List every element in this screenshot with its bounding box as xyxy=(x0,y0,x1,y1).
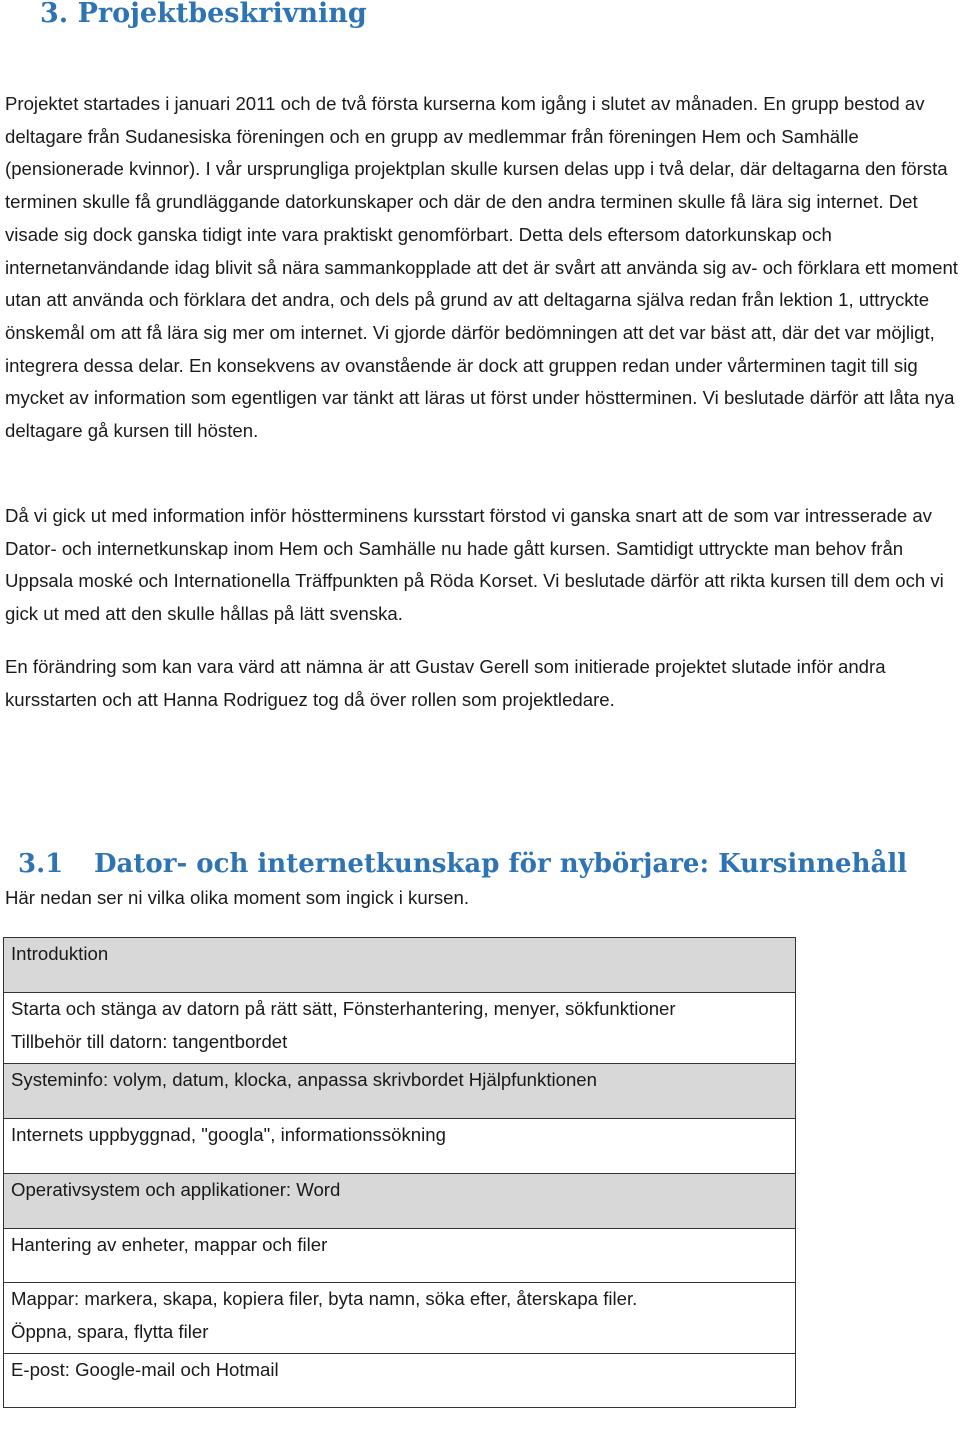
course-cell xyxy=(4,1229,796,1283)
course-cell xyxy=(4,1283,796,1354)
course-row xyxy=(4,938,796,993)
course-cell-line: Starta och stänga av datorn på rätt sätt, Fönsterhantering, menyer, sökfunktioner xyxy=(11,998,676,1019)
course-cell xyxy=(4,1174,796,1229)
course-cell-line: Introduktion xyxy=(11,943,109,964)
course-cell xyxy=(4,1354,796,1408)
course-cell xyxy=(4,993,796,1064)
course-cell-line: Tillbehör till datorn: tangentbordet xyxy=(11,1030,288,1052)
subsection-title: Dator- och internetkunskap för nybörjare: Kursinnehåll xyxy=(94,849,908,879)
course-row xyxy=(4,1119,796,1174)
course-cell-line: Internets uppbyggnad, "googla", informationssökning xyxy=(11,1124,446,1145)
paragraph-project-lead-change: En förändring som kan vara värd att nämna är att Gustav Gerell som initierade projektet slutade inför andra kursstarten och att Hanna Rodriguez tog då över rollen som projektledare. xyxy=(5,656,886,710)
course-cell-line: E-post: Google-mail och Hotmail xyxy=(11,1359,279,1380)
course-cell xyxy=(4,1119,796,1174)
course-cell-line: Mappar: markera, skapa, kopiera filer, byta namn, söka efter, återskapa filer. xyxy=(11,1288,638,1309)
course-cell xyxy=(4,938,796,993)
course-row xyxy=(4,993,796,1064)
course-cell-line: Hantering av enheter, mappar och filer xyxy=(11,1234,328,1255)
subsection-intro: Här nedan ser ni vilka olika moment som ingick i kursen. xyxy=(5,887,469,908)
course-row xyxy=(4,1174,796,1229)
course-cell-line: Öppna, spara, flytta filer xyxy=(11,1320,209,1342)
course-content-table xyxy=(3,937,796,1408)
section-heading: 3. Projektbeskrivning xyxy=(40,0,367,29)
course-row xyxy=(4,1064,796,1119)
paragraph-autumn-course: Då vi gick ut med information inför höstterminens kursstart förstod vi ganska snart att de som var intresserade av Dator- och internetkunskap inom Hem och Samhälle nu hade gått kursen. Samtidigt uttryckte man behov från Uppsala moské och Internationella Träffpunkten på Röda Korset. Vi beslutade därför att rikta kursen till dem och vi gick ut med att den skulle hållas på lätt svenska. xyxy=(5,505,944,625)
course-row xyxy=(4,1283,796,1354)
course-cell-line: Operativsystem och applikationer: Word xyxy=(11,1179,341,1200)
course-row xyxy=(4,1229,796,1283)
course-cell xyxy=(4,1064,796,1119)
course-cell-line: Systeminfo: volym, datum, klocka, anpassa skrivbordet Hjälpfunktionen xyxy=(11,1069,597,1090)
subsection-heading xyxy=(18,844,907,884)
course-row xyxy=(4,1354,796,1408)
subsection-number: 3.1 xyxy=(18,849,64,879)
paragraph-project-start: Projektet startades i januari 2011 och de två första kurserna kom igång i slutet av månaden. En grupp bestod av deltagare från Sudanesiska föreningen och en grupp av medlemmar från föreningen Hem och Samhälle (pensionerade kvinnor). I vår ursprungliga projektplan skulle kursen delas upp i två delar, där deltagarna den första terminen skulle få grundläggande datorkunskaper och där de den andra terminen skulle få lära sig internet. Det visade sig dock ganska tidigt inte vara praktiskt genomförbart. Detta dels eftersom datorkunskap och internetanvändande idag blivit så nära sammankopplade att det är svårt att använda sig av- och förklara ett moment utan att använda och förklara det andra, och dels på grund av att deltagarna själva redan från lektion 1, uttryckte önskemål om att få lära sig mer om internet. Vi gjorde därför bedömningen att det var bäst att, där det var möjligt, integrera dessa delar. En konsekvens av ovanstående är dock att gruppen redan under vårterminen tagit till sig mycket av information som egentligen var tänkt att läras ut först under höstterminen. Vi beslutade därför att låta nya deltagare gå kursen till hösten. xyxy=(5,93,958,442)
